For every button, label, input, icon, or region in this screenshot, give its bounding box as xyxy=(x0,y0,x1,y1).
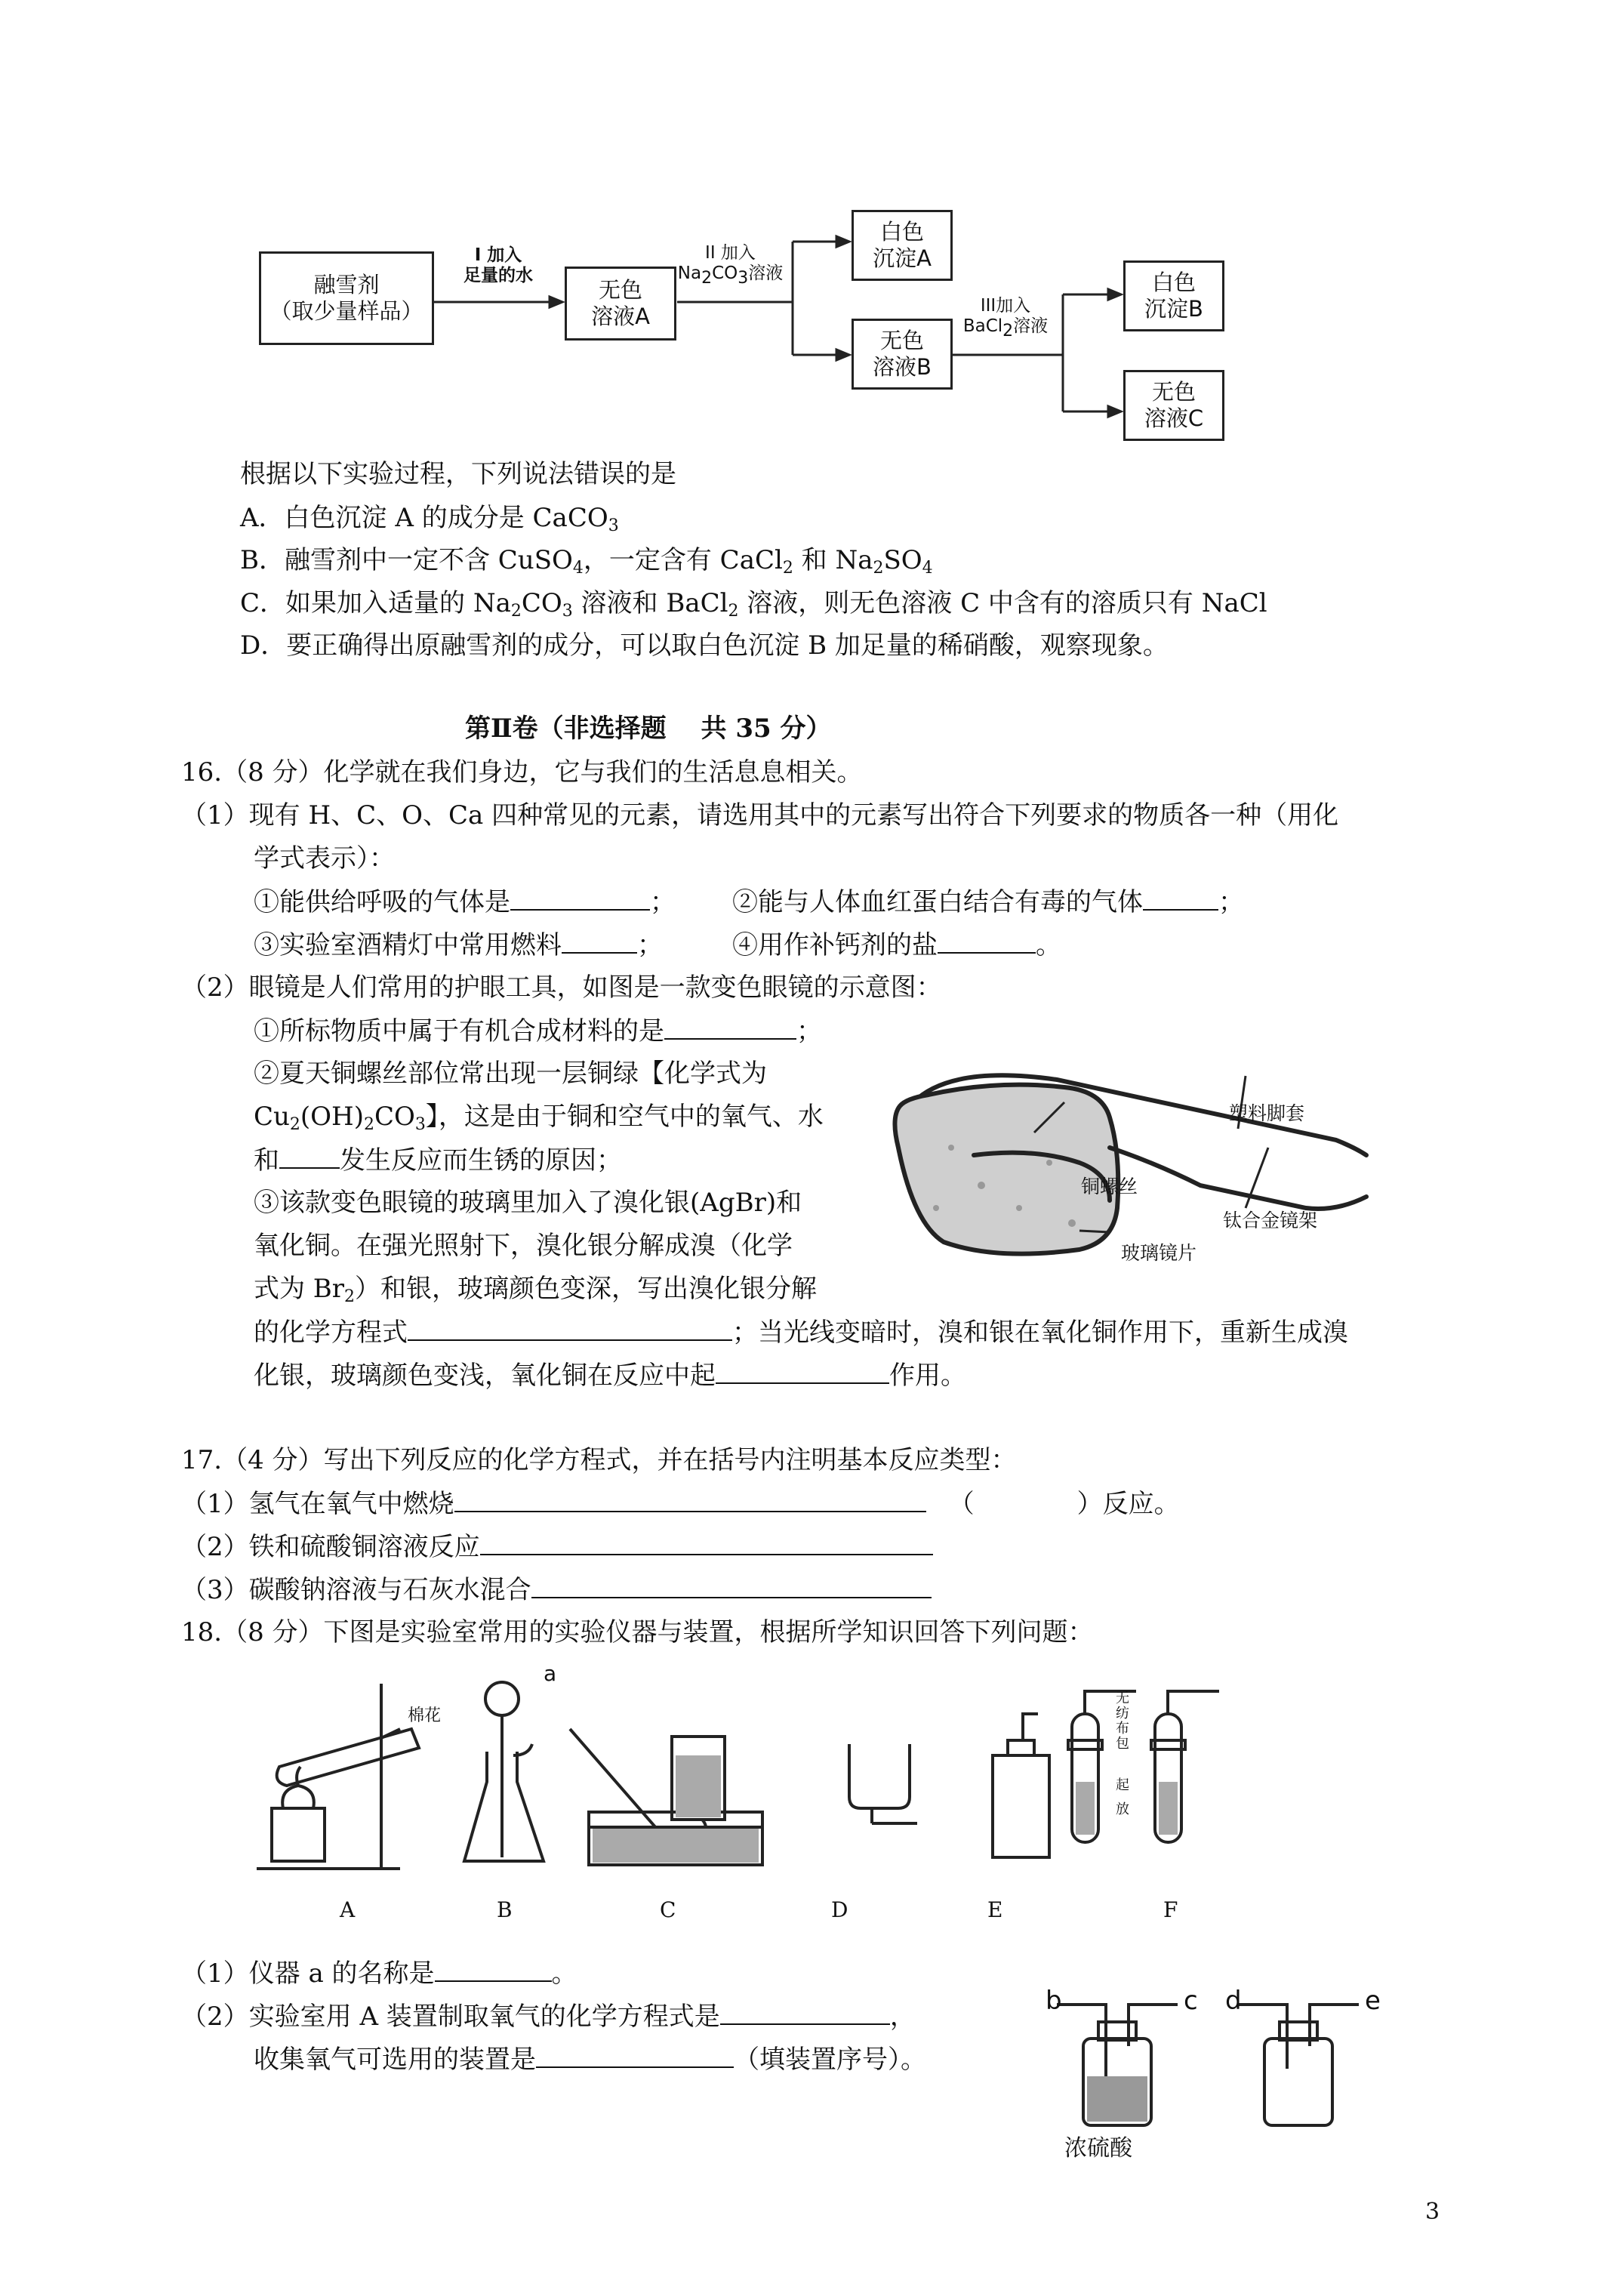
flow-solC-line1: 无色 xyxy=(1151,379,1196,405)
flow-solA-line1: 无色 xyxy=(598,277,642,303)
flow-solB-line1: 无色 xyxy=(879,328,924,353)
page-number: 3 xyxy=(1425,2199,1440,2225)
flow-step3-line2: BaCl2溶液 xyxy=(962,316,1049,341)
q16-item-4: ④用作补钙剂的盐 。 xyxy=(732,930,1061,960)
apparatus-label-a: A xyxy=(340,1897,356,1922)
q16-sub-3b: 氧化铜。在强光照射下，溴化银分解成溴（化学 xyxy=(254,1231,793,1261)
bottle-label-c: c xyxy=(1184,1986,1198,2016)
q15-option-d: D．要正确得出原融雪剂的成分，可以取白色沉淀 B 加足量的稀硝酸，观察现象。 xyxy=(240,630,1169,661)
flow-step1-line2: 足量的水 xyxy=(463,266,533,285)
flow-step1-line1: I 加入 xyxy=(474,245,522,265)
q18-head: 18.（8 分）下图是实验室常用的实验仪器与装置，根据所学知识回答下列问题： xyxy=(181,1617,1094,1647)
q15-option-c: C．如果加入适量的 $Na_2CO_3$ 溶液和 BaCl$_2$ 溶液，则无色溶液 C 中含有的溶质只有 NaCl xyxy=(240,588,1267,621)
q16-sub-3e: 化银，玻璃颜色变浅，氧化铜在反应中起 作用。 xyxy=(254,1361,966,1391)
apparatus-f-label1: 无纺布包 xyxy=(1116,1690,1129,1752)
q17-line-2: （2）铁和硫酸铜溶液反应 xyxy=(181,1531,933,1562)
apparatus-label-b: B xyxy=(497,1897,513,1922)
q16-item-1: ①能供给呼吸的气体是 ； xyxy=(254,887,676,917)
q15-stem: 根据以下实验过程，下列说法错误的是 xyxy=(240,459,676,489)
flow-precipitate-a-box xyxy=(852,210,953,281)
flow-solution-c-box xyxy=(1123,370,1224,441)
bottle-label-d: d xyxy=(1225,1986,1242,2016)
bottle-label-b: b xyxy=(1046,1986,1062,2016)
flow-step3-label xyxy=(953,296,1058,341)
q18-line-3: 收集氧气可选用的装置是 （填装置序号）。 xyxy=(254,2045,926,2075)
q16-sub-3c: 式为 $Br_2$）和银，玻璃颜色变深，写出溴化银分解 xyxy=(254,1274,818,1306)
flow-step2-label xyxy=(664,243,796,288)
glasses-label-screw: 铜螺丝 xyxy=(1081,1176,1138,1197)
q16-sub-3a: ③该款变色眼镜的玻璃里加入了溴化银(AgBr)和 xyxy=(254,1188,802,1218)
q16-p1-a: （1）现有 H、C、O、Ca 四种常见的元素，请选用其中的元素写出符合下列要求的物质各一种（用化 xyxy=(181,800,1339,831)
apparatus-f-label3: 放 xyxy=(1116,1801,1129,1817)
flow-solB-line2: 溶液B xyxy=(873,354,932,380)
q16-sub-2a: ②夏天铜螺丝部位常出现一层铜绿【化学式为 xyxy=(254,1059,767,1089)
q16-sub-2c: 和 发生反应而生锈的原因； xyxy=(254,1145,622,1176)
q16-p1-b: 学式表示）： xyxy=(254,843,395,874)
q18-line-1: （1）仪器 a 的名称是 。 xyxy=(181,1959,577,1989)
q15-option-b: B．融雪剂中一定不含 CuSO$_4$，一定含有 CaCl$_2$ 和 $Na_2SO_4$ xyxy=(240,545,933,578)
apparatus-label-d: D xyxy=(831,1897,848,1922)
flow-solA-line2: 溶液A xyxy=(591,304,650,329)
flowchart-connectors xyxy=(0,0,1623,468)
q16-p2: （2）眼镜是人们常用的护眼工具，如图是一款变色眼镜的示意图： xyxy=(181,972,942,1003)
flow-precA-line2: 沉淀A xyxy=(873,245,932,271)
apparatus-cotton-label: 棉花 xyxy=(408,1706,442,1725)
apparatus-f-label2: 起 xyxy=(1116,1777,1129,1793)
flow-precA-line1: 白色 xyxy=(879,219,924,245)
apparatus-a-label: a xyxy=(544,1661,557,1686)
flow-start-box xyxy=(259,251,434,345)
flow-precB-line1: 白色 xyxy=(1151,270,1196,295)
flow-solC-line2: 溶液C xyxy=(1144,405,1204,431)
apparatus-label-f: F xyxy=(1163,1897,1178,1922)
apparatus-label-c: C xyxy=(660,1897,676,1922)
flow-step2-line1: II 加入 xyxy=(705,243,756,263)
q15-option-a: A．白色沉淀 A 的成分是 CaCO$_3$ xyxy=(240,503,619,535)
flow-precipitate-b-box xyxy=(1123,260,1224,331)
glasses-label-frame: 钛合金镜架 xyxy=(1223,1210,1318,1231)
glasses-label-plastic: 塑料脚套 xyxy=(1229,1102,1305,1124)
flow-precB-line2: 沉淀B xyxy=(1144,296,1203,322)
q18-line-2: （2）实验室用 A 装置制取氧气的化学方程式是 ， xyxy=(181,2002,916,2032)
flow-start-line1: 融雪剂 xyxy=(313,272,380,297)
part2-title: 第Ⅱ卷（非选择题 共 35 分） xyxy=(465,713,832,744)
bottle-label-e: e xyxy=(1365,1986,1381,2016)
flow-step3-line1: III加入 xyxy=(980,296,1031,316)
q16-sub-2b: $Cu_2(OH)_2CO_3$】，这是由于铜和空气中的氧气、水 xyxy=(254,1102,824,1134)
apparatus-row xyxy=(249,1669,1336,1888)
q16-item-2: ②能与人体血红蛋白结合有毒的气体 ； xyxy=(732,887,1244,917)
q16-sub-3d: 的化学方程式 ；当光线变暗时，溴和银在氧化铜作用下，重新生成溴 xyxy=(254,1318,1348,1348)
acid-label: 浓硫酸 xyxy=(1064,2135,1132,2162)
flow-start-line2: （取少量样品） xyxy=(269,298,423,324)
flow-step2-line2: Na2CO3溶液 xyxy=(677,264,784,288)
q17-head: 17.（4 分）写出下列反应的化学方程式，并在括号内注明基本反应类型： xyxy=(181,1445,1017,1475)
flow-solution-a-box xyxy=(565,267,676,341)
q16-head: 16.（8 分）化学就在我们身边，它与我们的生活息息相关。 xyxy=(181,757,863,787)
flow-step1-label xyxy=(442,245,555,286)
q16-sub-1: ①所标物质中属于有机合成材料的是 ； xyxy=(254,1016,822,1046)
flow-solution-b-box xyxy=(852,319,953,390)
q17-line-3: （3）碳酸钠溶液与石灰水混合 xyxy=(181,1574,932,1605)
apparatus-label-e: E xyxy=(987,1897,1003,1922)
q16-item-3: ③实验室酒精灯中常用燃料 ； xyxy=(254,930,663,960)
washing-bottles xyxy=(1034,1978,1412,2144)
glasses-label-lens: 玻璃镜片 xyxy=(1121,1242,1197,1264)
q17-line-1: （1）氢气在氧气中燃烧 （ ）反应。 xyxy=(181,1489,1180,1519)
